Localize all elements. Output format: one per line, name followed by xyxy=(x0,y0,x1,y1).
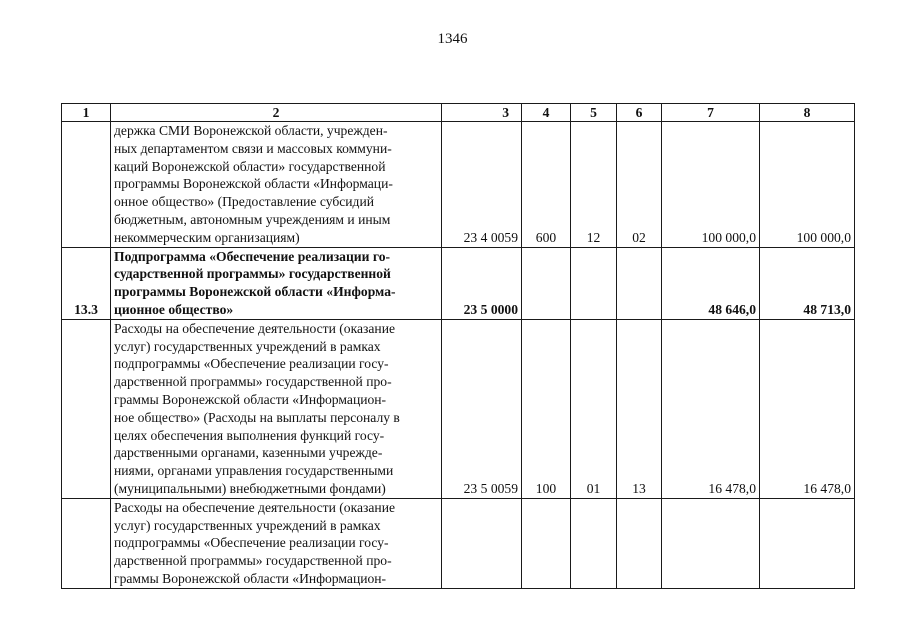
table-row xyxy=(62,122,855,248)
expense-type xyxy=(522,247,571,319)
description-line: Подпрограмма «Обеспечение реализации го- xyxy=(114,248,391,264)
description-line: подпрограммы «Обеспечение реализации госу- xyxy=(114,356,389,372)
row-description xyxy=(111,122,442,248)
header-col-4: 4 xyxy=(522,104,571,122)
table-row xyxy=(62,247,855,319)
row-number xyxy=(62,122,111,248)
expense-type: 600 xyxy=(522,122,571,248)
description-line: целях обеспечения выполнения функций госу- xyxy=(114,427,385,443)
amount-col-8: 48 713,0 xyxy=(760,247,855,319)
description-line: ниями, органами управления государственными xyxy=(114,463,394,479)
description-line: ных департаментом связи и массовых коммуни- xyxy=(114,140,392,156)
table-row xyxy=(62,319,855,498)
header-col-7: 7 xyxy=(662,104,760,122)
header-col-2: 2 xyxy=(111,104,442,122)
description-line: дарственной программы» государственной про- xyxy=(114,553,392,569)
subsection-code xyxy=(617,247,662,319)
description-line: некоммерческим организациям) xyxy=(114,229,300,245)
budget-table xyxy=(61,103,855,589)
description-line: ное общество» (Расходы на выплаты персоналу в xyxy=(114,409,400,425)
section-code xyxy=(571,498,617,588)
expense-type: 100 xyxy=(522,319,571,498)
header-col-8: 8 xyxy=(760,104,855,122)
target-code xyxy=(442,498,522,588)
row-description xyxy=(111,247,442,319)
amount-col-7 xyxy=(662,498,760,588)
row-description xyxy=(111,498,442,588)
description-line: услуг) государственных учреждений в рамках xyxy=(114,517,381,533)
amount-col-7: 16 478,0 xyxy=(662,319,760,498)
header-row xyxy=(62,104,855,122)
amount-col-8: 100 000,0 xyxy=(760,122,855,248)
description-line: дарственной программы» государственной про- xyxy=(114,374,392,390)
description-line: граммы Воронежской области «Информацион- xyxy=(114,570,387,586)
target-code: 23 5 0059 xyxy=(442,319,522,498)
amount-col-7: 48 646,0 xyxy=(662,247,760,319)
subsection-code xyxy=(617,498,662,588)
subsection-code: 13 xyxy=(617,319,662,498)
expense-type xyxy=(522,498,571,588)
section-code: 12 xyxy=(571,122,617,248)
header-col-3: 3 xyxy=(442,104,522,122)
description-line: онное общество» (Предоставление субсидий xyxy=(114,194,375,210)
description-line: граммы Воронежской области «Информацион- xyxy=(114,391,387,407)
description-line: программы Воронежской области «Информаци- xyxy=(114,176,393,192)
description-line: сударственной программы» государственной xyxy=(114,266,391,282)
subsection-code: 02 xyxy=(617,122,662,248)
target-code: 23 5 0000 xyxy=(442,247,522,319)
target-code: 23 4 0059 xyxy=(442,122,522,248)
description-line: услуг) государственных учреждений в рамках xyxy=(114,338,381,354)
page-number: 1346 xyxy=(437,31,468,47)
amount-col-8: 16 478,0 xyxy=(760,319,855,498)
description-line: Расходы на обеспечение деятельности (оказание xyxy=(114,320,396,336)
description-line: (муниципальными) внебюджетными фондами) xyxy=(114,480,386,496)
amount-col-8 xyxy=(760,498,855,588)
description-line: подпрограммы «Обеспечение реализации госу- xyxy=(114,535,389,551)
table-row xyxy=(62,498,855,588)
description-line: ционное общество» xyxy=(114,301,234,317)
description-line: Расходы на обеспечение деятельности (оказание xyxy=(114,499,396,515)
description-line: каций Воронежской области» государственной xyxy=(114,158,386,174)
row-number: 13.3 xyxy=(62,247,111,319)
section-code xyxy=(571,247,617,319)
header-col-6: 6 xyxy=(617,104,662,122)
section-code: 01 xyxy=(571,319,617,498)
description-line: бюджетным, автономным учреждениям и иным xyxy=(114,211,391,227)
description-line: дарственными органами, казенными учрежде- xyxy=(114,445,383,461)
header-col-5: 5 xyxy=(571,104,617,122)
row-number xyxy=(62,498,111,588)
header-col-1: 1 xyxy=(62,104,111,122)
amount-col-7: 100 000,0 xyxy=(662,122,760,248)
description-line: держка СМИ Воронежской области, учрежден- xyxy=(114,123,388,138)
row-description xyxy=(111,319,442,498)
row-number xyxy=(62,319,111,498)
description-line: программы Воронежской области «Информа- xyxy=(114,284,396,300)
